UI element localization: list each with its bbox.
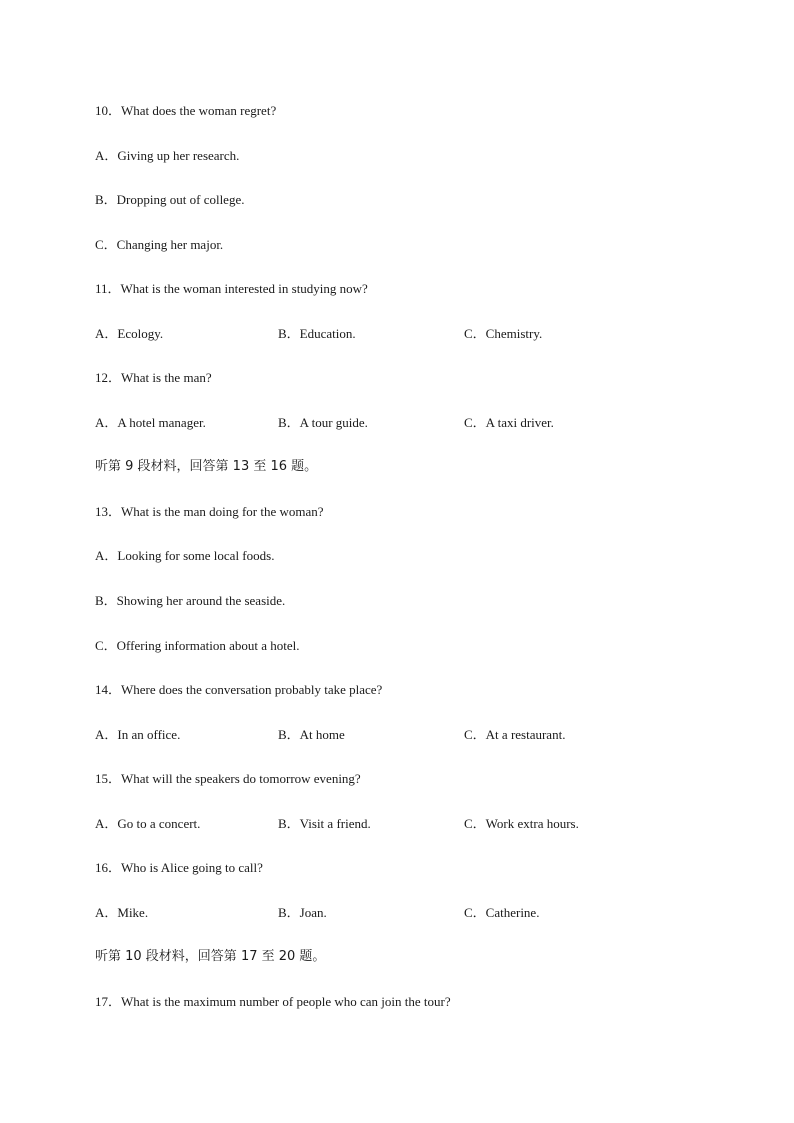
option-11-a: A．Ecology. xyxy=(95,326,164,341)
option-14-c: C．At a restaurant. xyxy=(464,727,566,742)
question-12: 12．What is the man? xyxy=(95,370,212,385)
option-11-c: C．Chemistry. xyxy=(464,326,543,341)
question-14: 14．Where does the conversation probably take place? xyxy=(95,682,383,697)
options-row-15 xyxy=(95,816,715,832)
option-16-b: B．Joan. xyxy=(278,905,327,920)
option-10-a: A．Giving up her research. xyxy=(95,148,240,163)
option-13-b: B．Showing her around the seaside. xyxy=(95,593,286,608)
question-10: 10．What does the woman regret? xyxy=(95,103,277,118)
option-16-a: A．Mike. xyxy=(95,905,149,920)
options-row-11 xyxy=(95,326,715,342)
option-14-a: A．In an office. xyxy=(95,727,181,742)
question-15: 15．What will the speakers do tomorrow evening? xyxy=(95,771,361,786)
option-16-c: C．Catherine. xyxy=(464,905,540,920)
option-10-c: C．Changing her major. xyxy=(95,237,224,252)
option-15-b: B．Visit a friend. xyxy=(278,816,371,831)
option-14-b: B．At home xyxy=(278,727,345,742)
section-heading-9: 听第 9 段材料，回答第 13 至 16 题。 xyxy=(95,459,318,474)
option-15-c: C．Work extra hours. xyxy=(464,816,579,831)
option-11-b: B．Education. xyxy=(278,326,356,341)
options-row-16 xyxy=(95,905,715,921)
option-13-c: C．Offering information about a hotel. xyxy=(95,638,300,653)
question-16: 16．Who is Alice going to call? xyxy=(95,860,263,875)
option-12-b: B．A tour guide. xyxy=(278,415,368,430)
option-10-b: B．Dropping out of college. xyxy=(95,192,245,207)
options-row-14 xyxy=(95,727,715,743)
question-11: 11．What is the woman interested in studying now? xyxy=(95,281,368,296)
option-13-a: A．Looking for some local foods. xyxy=(95,548,275,563)
question-17: 17．What is the maximum number of people who can join the tour? xyxy=(95,994,451,1009)
option-12-a: A．A hotel manager. xyxy=(95,415,206,430)
options-row-12 xyxy=(95,415,715,431)
option-15-a: A．Go to a concert. xyxy=(95,816,201,831)
section-heading-10: 听第 10 段材料，回答第 17 至 20 题。 xyxy=(95,949,326,964)
question-13: 13．What is the man doing for the woman? xyxy=(95,504,324,519)
option-12-c: C．A taxi driver. xyxy=(464,415,554,430)
